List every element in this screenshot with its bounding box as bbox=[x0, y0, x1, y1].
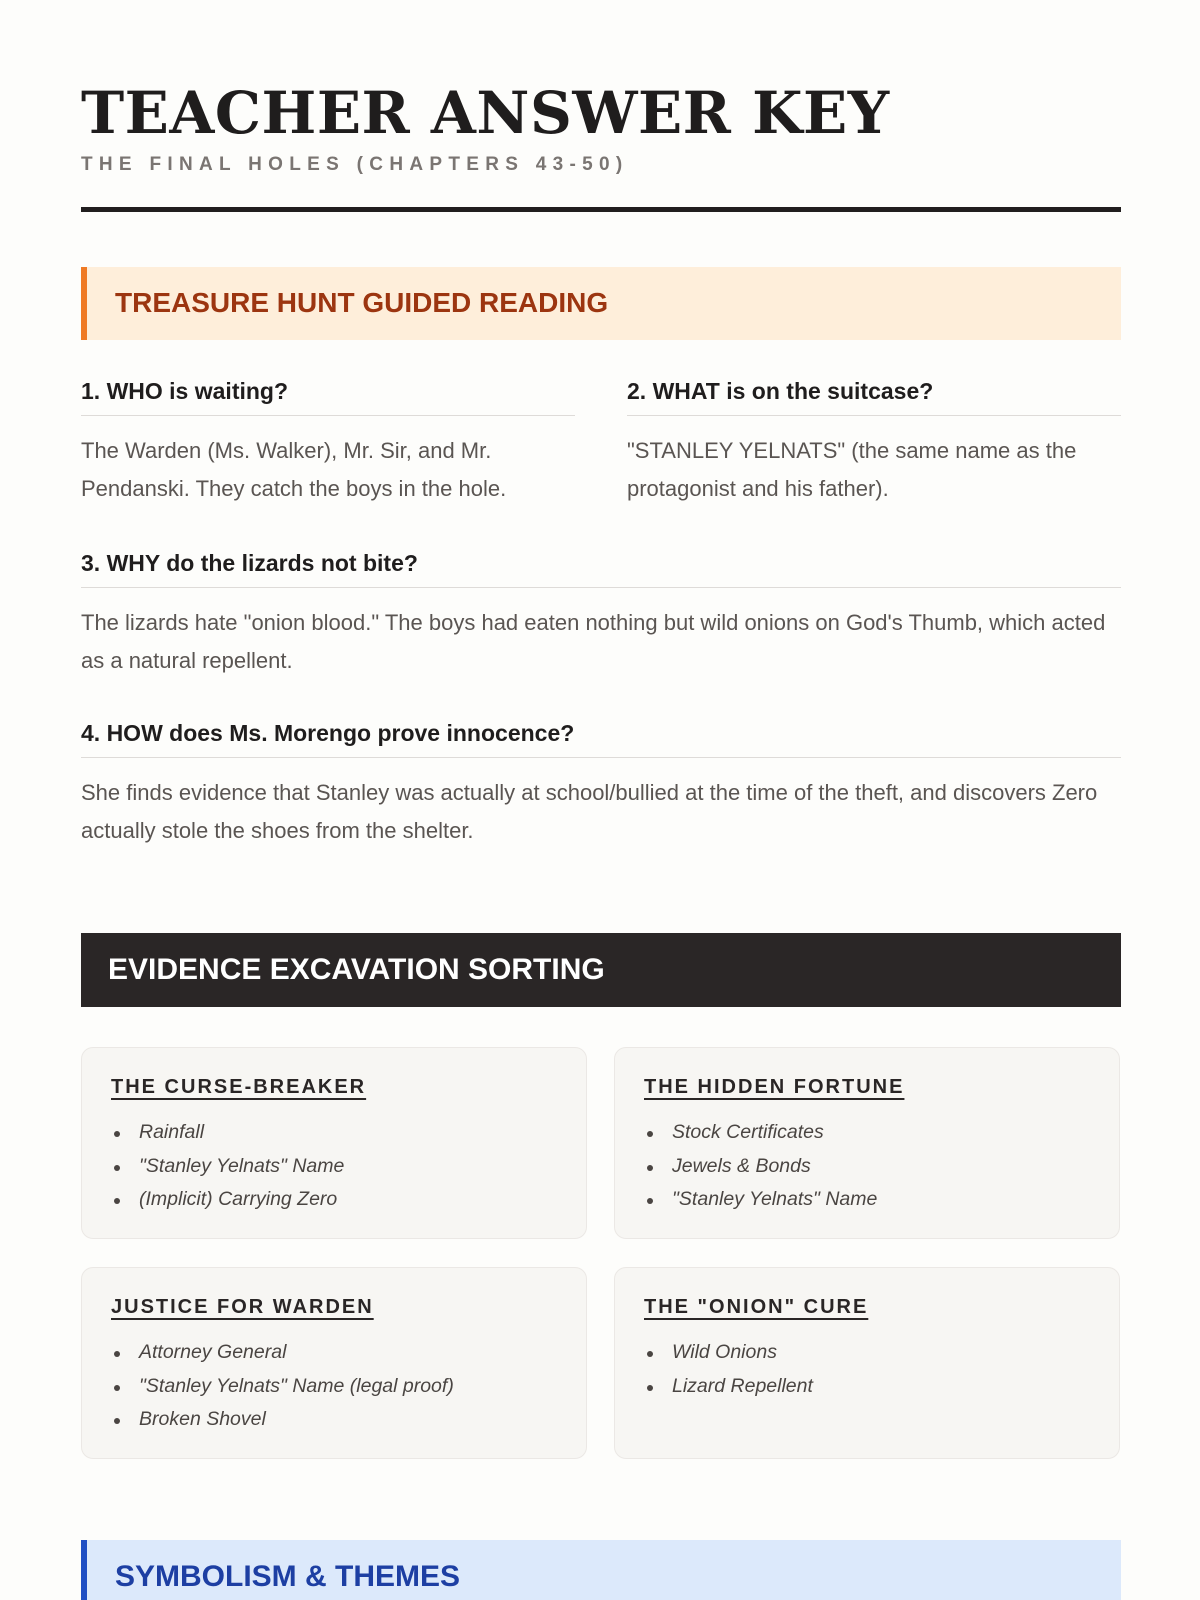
list-item: "Stanley Yelnats" Name (legal proof) bbox=[111, 1370, 558, 1404]
card-title: THE CURSE-BREAKER bbox=[111, 1076, 367, 1098]
answer-text: "STANLEY YELNATS" (the same name as the protagonist and his father). bbox=[627, 438, 1077, 501]
symbolism-section-header bbox=[81, 1540, 1121, 1600]
list-item: Lizard Repellent bbox=[644, 1370, 1091, 1404]
question-block bbox=[81, 378, 575, 508]
card-title: JUSTICE FOR WARDEN bbox=[111, 1296, 374, 1318]
list-item: Broken Shovel bbox=[111, 1403, 558, 1437]
page-subtitle: THE FINAL HOLES (CHAPTERS 43-50) bbox=[81, 154, 629, 175]
evidence-card-hidden-fortune bbox=[614, 1047, 1120, 1239]
list-item: Stock Certificates bbox=[644, 1116, 1091, 1150]
card-title: THE HIDDEN FORTUNE bbox=[644, 1076, 905, 1098]
answer-key-page bbox=[81, 0, 1121, 1600]
list-item: Wild Onions bbox=[644, 1336, 1091, 1370]
card-item-list bbox=[644, 1116, 1091, 1217]
card-item-list bbox=[111, 1116, 558, 1217]
card-item-list bbox=[644, 1336, 1091, 1403]
list-item: Attorney General bbox=[111, 1336, 558, 1370]
card-title: THE "ONION" CURE bbox=[644, 1296, 869, 1318]
list-item: "Stanley Yelnats" Name bbox=[644, 1183, 1091, 1217]
title-divider bbox=[81, 207, 1121, 212]
question-block bbox=[81, 550, 1121, 680]
evidence-section-header bbox=[81, 933, 1121, 1007]
answer-text: The lizards hate "onion blood." The boys had eaten nothing but wild onions on God's Thumb, which acted as a natural repellent. bbox=[81, 610, 1106, 673]
evidence-card-justice-for-warden bbox=[81, 1267, 587, 1459]
page-title: TEACHER ANSWER KEY bbox=[81, 79, 890, 147]
guided-reading-section-header bbox=[81, 267, 1121, 340]
question-text: 4. HOW does Ms. Morengo prove innocence? bbox=[81, 720, 1121, 758]
question-text: 3. WHY do the lizards not bite? bbox=[81, 550, 1121, 588]
evidence-heading: EVIDENCE EXCAVATION SORTING bbox=[108, 953, 605, 986]
list-item: Rainfall bbox=[111, 1116, 558, 1150]
answer-text: She finds evidence that Stanley was actually at school/bullied at the time of the theft, and discovers Zero actually stole the shoes from the shelter. bbox=[81, 780, 1098, 843]
question-text: 1. WHO is waiting? bbox=[81, 378, 575, 416]
question-text: 2. WHAT is on the suitcase? bbox=[627, 378, 1121, 416]
list-item: (Implicit) Carrying Zero bbox=[111, 1183, 558, 1217]
symbolism-heading: SYMBOLISM & THEMES bbox=[115, 1560, 461, 1593]
evidence-card-onion-cure bbox=[614, 1267, 1120, 1459]
question-block bbox=[81, 720, 1121, 850]
guided-reading-heading: TREASURE HUNT GUIDED READING bbox=[115, 287, 609, 318]
evidence-card-curse-breaker bbox=[81, 1047, 587, 1239]
list-item: "Stanley Yelnats" Name bbox=[111, 1150, 558, 1184]
card-item-list bbox=[111, 1336, 558, 1437]
list-item: Jewels & Bonds bbox=[644, 1150, 1091, 1184]
answer-text: The Warden (Ms. Walker), Mr. Sir, and Mr. Pendanski. They catch the boys in the hole. bbox=[81, 438, 507, 501]
question-block bbox=[627, 378, 1121, 508]
